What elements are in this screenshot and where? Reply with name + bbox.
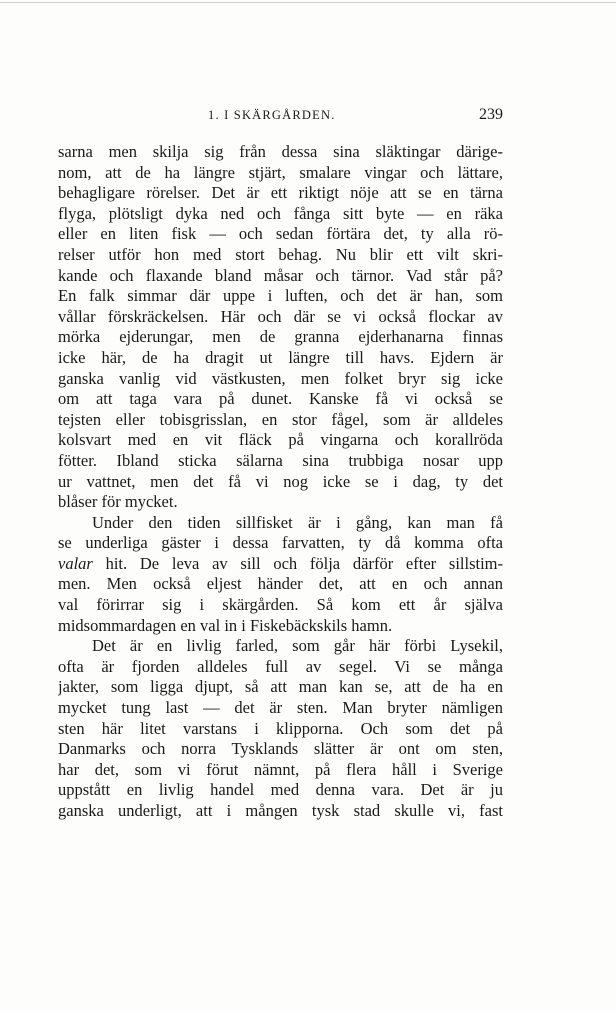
text-line: se underliga gäster i dessa farvatten, ty då komma ofta <box>58 533 503 553</box>
text-line: Det är en livlig farled, som går här förbi Lysekil, <box>92 636 503 656</box>
text-line: ur vattnet, men det få vi nog icke se i dag, ty det <box>58 471 503 491</box>
text-line: jakter, som ligga djupt, så att man kan se, att de ha en <box>58 677 503 697</box>
text-line: vållar förskräckelsen. Här och där se vi också flockar av <box>58 306 503 326</box>
text-line: nom, att de ha längre stjärt, smalare vingar och lättare, <box>58 162 503 182</box>
text-line: mörka ejderungar, men de granna ejderhanarna finnas <box>58 327 503 347</box>
text-line: kande och flaxande bland måsar och tärnor. Vad står på? <box>58 265 503 285</box>
text-line: Danmarks och norra Tysklands slätter är ont om sten, <box>58 739 503 759</box>
text-line: eller en liten fisk — och sedan förtära det, ty alla rö- <box>58 224 503 244</box>
running-head: 1. I SKÄRGÅRDEN. <box>208 108 336 122</box>
text-line: sarna men skilja sig från dessa sina släktingar därige- <box>58 142 503 161</box>
text-line: fötter. Ibland sticka sälarna sina trubbiga nosar upp <box>58 450 503 470</box>
text-line: men. Men också eljest händer det, att en och annan <box>58 574 503 594</box>
text-line: har det, som vi förut nämnt, på flera håll i Sverige <box>58 759 503 779</box>
text-line: blåser för mycket. <box>58 492 178 512</box>
text-line: mycket tung last — det är sten. Man bryter nämligen <box>58 698 503 718</box>
text-line: ganska vanlig vid västkusten, men folket bryr sig icke <box>58 368 503 388</box>
page-header <box>58 106 503 130</box>
text-line: uppstått en livlig handel med denna vara. Det är ju <box>58 780 503 800</box>
text-line: tejsten eller tobisgrisslan, en stor fågel, som är alldeles <box>58 409 503 429</box>
text-line: ofta är fjorden alldeles full av segel. Vi se många <box>58 656 503 676</box>
page-edge <box>0 2 616 3</box>
text-line: Under den tiden sillfisket är i gång, kan man få <box>92 512 503 532</box>
text-line: kolsvart med en vit fläck på vingarna och korallröda <box>58 430 503 450</box>
text-line: En falk simmar där uppe i luften, och det är han, som <box>58 286 503 306</box>
text-line: ganska underligt, att i mången tysk stad skulle vi, fast <box>58 801 503 820</box>
text-line: valar hit. De leva av sill och följa därför efter sillstim- <box>58 553 503 573</box>
text-line: flyga, plötsligt dyka ned och fånga sitt byte — en räka <box>58 203 503 223</box>
text-line: behagligare rörelser. Det är ett riktigt nöje att se en tärna <box>58 183 503 203</box>
text-line: sten här litet varstans i klipporna. Och som det på <box>58 718 503 738</box>
text-line: relser utför hon med stort behag. Nu blir ett vilt skri- <box>58 244 503 264</box>
text-line: om att taga vara på dunet. Kanske få vi också se <box>58 389 503 409</box>
text-line: val förirrar sig i skärgården. Så kom ett år själva <box>58 595 503 615</box>
body-text <box>58 142 503 822</box>
text-line: icke här, de ha dragit ut längre till havs. Ejdern är <box>58 347 503 367</box>
text-line: midsommardagen en val in i Fiskebäckskils hamn. <box>58 615 393 635</box>
page-number: 239 <box>479 106 503 123</box>
